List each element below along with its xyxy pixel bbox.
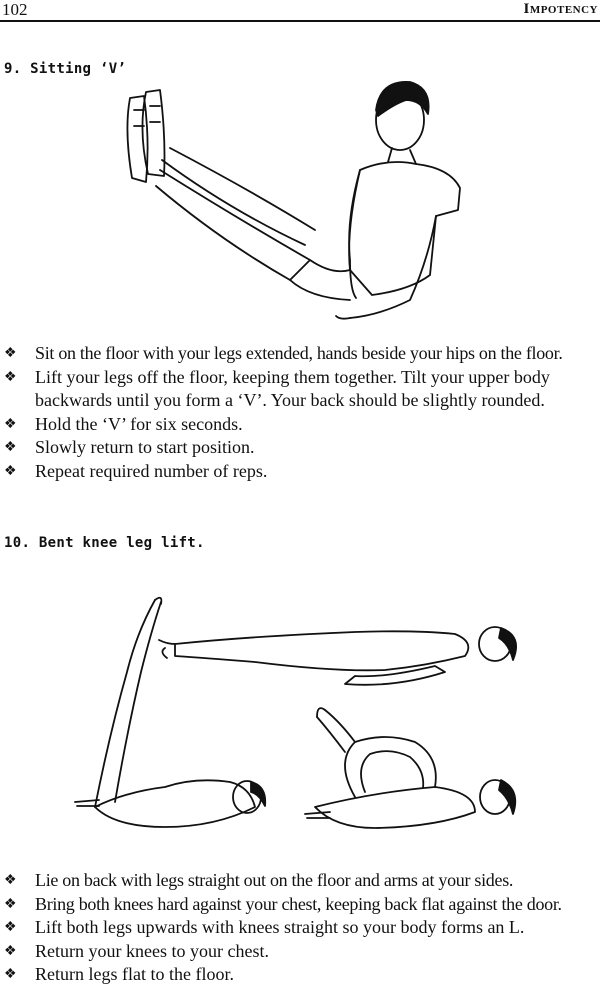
bullet-icon: ❖ [4, 873, 17, 888]
header-rule [0, 20, 600, 22]
bullet-icon: ❖ [4, 463, 17, 479]
instruction-text: Bring both knees hard against your chest, keeping back flat against the door. [35, 893, 562, 914]
instruction-text: Hold the ‘V’ for six seconds. [35, 413, 243, 434]
bullet-icon: ❖ [4, 440, 17, 455]
bullet-icon: ❖ [4, 920, 17, 935]
list-item [0, 460, 600, 484]
page-number: 102 [2, 0, 28, 19]
bullet-icon: ❖ [4, 967, 17, 982]
list-item [0, 366, 600, 413]
bullet-icon: ❖ [4, 369, 17, 385]
list-item [0, 916, 600, 940]
instruction-text: Lift your legs off the floor, keeping them together. Tilt your upper body backwards until you form a ‘V’. Your back should be slightly rounded. [35, 366, 550, 410]
bent-knee-leg-lift-illustration [55, 592, 535, 844]
list-item [0, 963, 600, 987]
list-item [0, 413, 600, 437]
instruction-text: Sit on the floor with your legs extended, hands beside your hips on the floor. [35, 343, 563, 363]
running-title: Impotency [523, 1, 598, 17]
instruction-text: Slowly return to start position. [35, 437, 255, 457]
list-item [0, 342, 600, 366]
list-item [0, 940, 600, 964]
list-item [0, 436, 600, 460]
exercise-title-bent-knee-leg-lift: 10. Bent knee leg lift. [4, 535, 205, 551]
instruction-text: Return legs flat to the floor. [35, 964, 234, 984]
instruction-text: Return your knees to your chest. [35, 940, 269, 961]
sitting-v-instructions [0, 342, 600, 483]
instruction-text: Repeat required number of reps. [35, 460, 268, 481]
bullet-icon: ❖ [4, 346, 17, 361]
list-item [0, 893, 600, 917]
instruction-text: Lift both legs upwards with knees straight so your body forms an L. [35, 917, 525, 937]
bullet-icon: ❖ [4, 896, 17, 912]
bullet-icon: ❖ [4, 943, 17, 959]
exercise-title-sitting-v: 9. Sitting ‘V’ [4, 61, 127, 77]
instruction-text: Lie on back with legs straight out on the floor and arms at your sides. [35, 870, 514, 890]
sitting-v-illustration [110, 70, 470, 330]
bullet-icon: ❖ [4, 416, 17, 432]
page-header [0, 0, 600, 22]
list-item [0, 869, 600, 893]
bent-knee-leg-lift-instructions [0, 869, 600, 987]
